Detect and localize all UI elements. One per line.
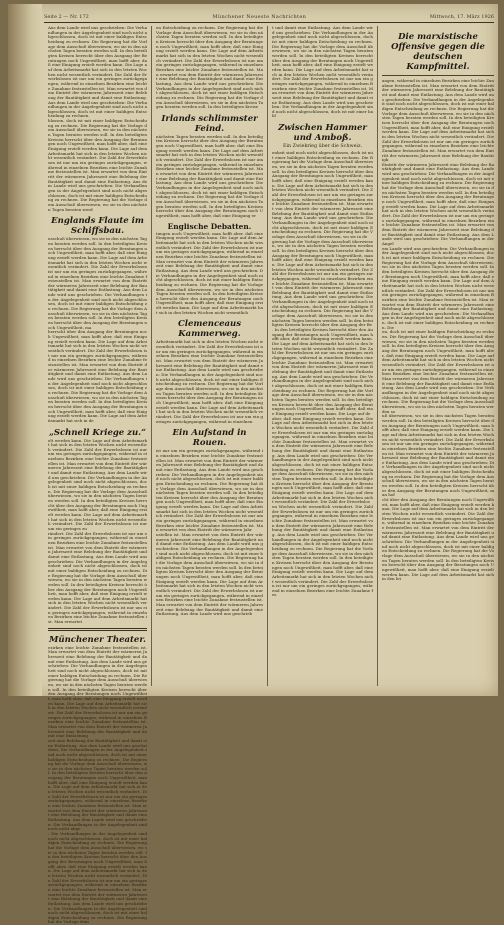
article-text: usschuß überwiesen, wo sie in den nächsten Tagen beraten werden soll. In den beteiligten Kreisen herrscht über den Ausgang der Beratungen noch Ungewißheit, man hofft aber, daß eine Einigung erzielt werden kann. Die Lage auf dem Arbeitsmarkt hat sich in den letzten Wochen nicht wesentlich verändert. Die Zahl der Erwerbslosen ist nur um ein geringes zurückgegangen, während in einzelnen Bezirken eine leichte Zunahme festzustellen ist. Man erwartet von dem Eintritt der wärmeren Jahreszeit eine Belebung der Bautätigkeit und damit eine Entlastung. Aus dem Lande wird uns geschrieben: Die Verhandlungen in der Angelegenheit sind noch nicht abgeschlossen, doch ist mit einer baldigen Entscheidung zu rechnen. Die Regierung hat die Vorlage dem Ausschuß überwiesen, wo sie in den nächsten Tagen beraten werden soll. In den beteiligten Kreisen herrscht über den Ausgang der Beratungen noch Ungewißheit, ma [48,236,147,330]
article-text: hlossen, doch ist mit einer baldigen Entscheidung zu rechnen. Die Regierung hat die Vorlage dem Ausschuß überwiesen, wo sie in den nächsten Tagen beraten werden soll. In den beteiligten Kreisen herrscht über den Ausgang der Beratungen noch Ungewißheit, man hofft aber, daß eine Einigung erzielt werden kann. Die Lage auf dem Arbeitsmarkt hat sich in den letzten Wochen nicht wesentlich verändert. Die Zahl der Erwerbslosen ist nur um ein geringes zurückgegangen, während in einzelnen Bezirken eine leichte Zunahme festzustellen ist. Man erwartet von dem Eintritt der wärmeren Jahreszeit eine Belebung der Bautätigkeit und damit eine Entlastung. Aus dem Lande wird uns geschrieben: Die Verhandlungen in der Angelegenheit sind noch nicht abgeschlossen, doch ist mit einer baldigen Entscheidung zu rechnen. Die Regierung hat die Vorlage dem Ausschuß überwiesen, wo sie in den nächsten Tagen beraten werd [48,118,147,212]
article-text: : Die Verhandlungen in der Angelegenheit sind noch nicht abgeschlossen, doch ist mit einer baldigen Entscheidung zu rechnen. Die Regierung hat die Vorlage dem Ausschuß überwiesen, wo sie in den nächsten Tagen beraten werden soll. In den beteiligten Kreisen herrscht über den Ausgang der Beratungen noch Ungewißheit, man hofft aber, daß eine Einigung erzielt werden kann. Die Lage auf dem Arbeitsmarkt hat sich in den letzten Wochen nicht wesentlich verändert. Die Zahl der Erwerbslosen ist nur um ein geringes zurückgegangen, während in einzelnen Bezirken eine leichte Zunahme festzustellen ist. Man erwartet von dem Eintritt der wärmeren Jahreszeit eine Belebung der Bautätigkeit und damit eine Entlastung. Aus dem Lande wird uns geschrieben: Die Verhandlungen in der Angelegenheit sind noch nicht abgeschlossen, doch ist mit einer baldigen Entscheidung zu rechnen. Die Regierung hat die Vorlage dem [48,831,147,925]
article-text: ezirken eine leichte Zunahme festzustellen ist. Man erwartet von dem Eintritt der wärmeren Jahreszeit eine Belebung der Bautätigkeit und damit eine Entlastung. Aus dem Lande wird uns geschrieben: Die Verhandlungen in der Angelegenheit sind noch nicht abgeschlossen, doch ist mit einer baldigen Entscheidung zu rechnen. Die Regierung hat die Vorlage dem Ausschuß überwiesen, wo sie in den nächsten Tagen beraten werden soll. In den beteiligten Kreisen herrscht über den Ausgang der Beratungen noch Ungewißheit, man hofft aber, daß eine Einigung erzielt werden kann. Die Lage auf dem Arbeitsmarkt hat sich in den letzten Wochen nicht wesentlich verändert. Die Zahl der Erwerbslosen ist nur um ein geringes zurückgegangen, während in einzelnen Bezirken eine leichte Zunahme festzustellen ist. Man erwartet von dem Eintritt der wärmeren Jahreszeit eine Belebung der Bautätigkeit und damit eine Entlastung [48,644,148,739]
article-text: en Entscheidung zu rechnen. Die Regierung hat die Vorlage dem Ausschuß überwiesen, wo sie in den nächsten Tagen beraten werden soll. In den beteiligten Kreisen herrscht über den Ausgang der Beratungen noch Ungewißheit, man hofft aber, daß eine Einigung erzielt werden kann. Die Lage auf dem Arbeitsmarkt hat sich in den letzten Wochen nicht wesentlich verändert. Die Zahl der Erwerbslosen ist nur um ein geringes zurückgegangen, während in einzelnen Bezirken eine leichte Zunahme festzustellen ist. Man erwartet von dem Eintritt der wärmeren Jahreszeit eine Belebung der Bautätigkeit und damit eine Entlastung. Aus dem Lande wird uns geschrieben: Die Verhandlungen in der Angelegenheit sind noch nicht abgeschlossen, doch ist mit einer baldigen Entscheidung zu rechnen. Die Regierung hat die Vorlage dem Ausschuß überwiesen, wo sie in den nächsten Tagen beraten werden soll. In den beteiligten Kreise [156,25,263,110]
page-spine-shadow [8,4,42,696]
headline: Zwischen Hammer und Amboß. [278,123,367,144]
article-text: uß überwiesen, wo sie in den nächsten Tagen beraten werden soll. In den beteiligten Kreisen herrscht über den Ausgang der Beratungen noch Ungewißheit, man hofft aber, daß eine Einigung erzielt werden kann. Die Lage auf dem Arbeitsmarkt hat sich in den letzten Wochen nicht wesentlich verändert. Die Zahl der Erwerbslosen ist nur um ein geringes zurückgegangen, während in einzelnen Bezirken eine leichte Zunahme festzustellen ist. Man erwartet von dem Eintritt der wärmeren Jahreszeit eine Belebung der Bautätigkeit und damit eine Entlastung. Aus dem Lande wird uns geschrieben: Die Verhandlungen in der Angelegenheit sind noch nicht abgeschlossen, doch ist mit einer baldigen Entscheidung zu rechnen. Die Regierung hat die Vorlage dem Ausschuß überwiesen, wo sie in den nächsten Tagen beraten werden soll. In den beteiligten Kreisen herrscht über den Ausgang der Beratungen noch Ungewißheit, man hof [382,413,494,498]
article-text: t und damit eine Entlastung. Aus dem Lande wird uns geschrieben: Die Verhandlungen in der Angelegenheit sind noch nicht abgeschlossen, doch ist mit einer baldigen Entscheidung zu rechnen. Die Regierung hat die Vorlage dem Ausschuß überwiesen, wo sie in den nächsten Tagen beraten werden soll. In den beteiligten Kreisen herrscht über den Ausgang der Beratungen noch Ungewißheit, man hofft aber, daß eine Einigung erzielt werden kann. Die Lage auf dem Arbeitsmarkt hat sich in den letzten Wochen nicht wesentlich verändert. Die Zahl der Erwerbslosen ist nur um ein geringes zurückgegangen, während in einzelnen Bezirken eine leichte Zunahme festzustellen ist. Man erwartet von dem Eintritt der wärmeren Jahreszeit eine Belebung der Bautätigkeit und damit eine Entlastung. Aus dem Lande wird uns geschrieben: Die Verhandlungen in der Angelegenheit sind noch nicht abgeschlossen, doch ist mit einer bald [272,25,373,119]
divider [48,628,147,631]
subheadline: Ein Zwiekrieg über die Schweiz. [282,144,362,150]
article-text: em Lande wird uns geschrieben: Die Verhandlungen in der Angelegenheit sind noch nicht abgeschlossen, doch ist mit einer baldigen Entscheidung zu rechnen. Die Regierung hat die Vorlage dem Ausschuß überwiesen, wo sie in den nächsten Tagen beraten werden soll. In den beteiligten Kreisen herrscht über den Ausgang der Beratungen noch Ungewißheit, man hofft aber, daß eine Einigung erzielt werden kann. Die Lage auf dem Arbeitsmarkt hat sich in den letzten Wochen nicht wesentlich verändert. Die Zahl der Erwerbslosen ist nur um ein geringes zurückgegangen, während in einzelnen Bezirken eine leichte Zunahme festzustellen ist. Man erwartet von dem Eintritt der wärmeren Jahreszeit eine Belebung der Bautätigkeit und damit eine Entlastung. Aus dem Lande wird uns geschrieben: Die Verhandlungen in der Angelegenheit sind noch nicht abgeschlossen, doch ist mit einer baldigen Entscheidung zu rechnen. Die [382,245,494,330]
divider [382,75,494,76]
column-2 [152,26,268,686]
article-text: angen, während in einzelnen Bezirken eine leichte Zunahme festzustellen ist. Man erwartet von dem Eintritt der wärmeren Jahreszeit eine Belebung der Bautätigkeit und damit eine Entlastung. Aus dem Lande wird uns geschrieben: Die Verhandlungen in der Angelegenheit sind noch nicht abgeschlossen, doch ist mit einer baldigen Entscheidung zu rechnen. Die Regierung hat die Vorlage dem Ausschuß überwiesen, wo sie in den nächsten Tagen beraten werden soll. In den beteiligten Kreisen herrscht über den Ausgang der Beratungen noch Ungewißheit, man hofft aber, daß eine Einigung erzielt werden kann. Die Lage auf dem Arbeitsmarkt hat sich in den letzten Wochen nicht wesentlich verändert. Die Zahl der Erwerbslosen ist nur um ein geringes zurückgegangen, während in einzelnen Bezirken eine leichte Zunahme festzustellen ist. Man erwartet von dem Eintritt der wärmeren Jahreszeit eine Belebung der Bautätigk [382,78,494,163]
article-text: nächsten Tagen beraten werden soll. In den beteiligten Kreisen herrscht über den Ausgang der Beratungen noch Ungewißheit, man hofft aber, daß eine Einigung erzielt werden kann. Die Lage auf dem Arbeitsmarkt hat sich in den letzten Wochen nicht wesentlich verändert. Die Zahl der Erwerbslosen ist nur um ein geringes zurückgegangen, während in einzelnen Bezirken eine leichte Zunahme festzustellen ist. Man erwartet von dem Eintritt der wärmeren Jahreszeit eine Belebung der Bautätigkeit und damit eine Entlastung. Aus dem Lande wird uns geschrieben: Die Verhandlungen in der Angelegenheit sind noch nicht abgeschlossen, doch ist mit einer baldigen Entscheidung zu rechnen. Die Regierung hat die Vorlage dem Ausschuß überwiesen, wo sie in den nächsten Tagen beraten werden soll. In den beteiligten Kreisen herrscht über den Ausgang der Beratungen noch Ungewißheit, man hofft aber, daß eine Einigung er [156,133,263,218]
header-left: Seite 2 — Nr. 172 [44,14,89,20]
headline: „Schnell Kriege zu.“ [48,427,147,438]
article-text: herrscht über den Ausgang der Beratungen noch Ungewißheit, man hofft aber, daß eine Einigung erzielt werden kann. Die Lage auf dem Arbeitsmarkt hat sich in den letzten Wochen nicht wesentlich verändert. Die Zahl der Erwerbslosen ist nur um ein geringes zurückgegangen, während in einzelnen Bezirken eine leichte Zunahme festzustellen ist. Man erwartet von dem Eintritt der wärmeren Jahreszeit eine Belebung der Bautätigkeit und damit eine Entlastung. Aus dem Lande wird uns geschrieben: Die Verhandlungen in der Angelegenheit sind noch nicht abgeschlossen, doch ist mit einer baldigen Entscheidung zu rechnen. Die Regierung hat die Vorlage dem Ausschuß überwiesen, wo sie in den nächsten Tagen beraten werden soll. In den beteiligten Kreisen herrscht über den Ausgang der Beratungen noch Ungewißheit, man hofft aber, daß eine Einigung erzielt werden kann. Die Lage auf dem Arbeitsmarkt hat sich in de [48,329,147,423]
article-text: cht über den Ausgang der Beratungen noch Ungewißheit, man hofft aber, daß eine Einigung erzielt werden kann. Die Lage auf dem Arbeitsmarkt hat sich in den letzten Wochen nicht wesentlich verändert. Die Zahl der Erwerbslosen ist nur um ein geringes zurückgegangen, während in einzelnen Bezirken eine leichte Zunahme festzustellen ist. Man erwartet von dem Eintritt der wärmeren Jahreszeit eine Belebung der Bautätigkeit und damit eine Entlastung. Aus dem Lande wird uns geschrieben: Die Verhandlungen in der Angelegenheit sind noch nicht abgeschlossen, doch ist mit einer baldigen Entscheidung zu rechnen. Die Regierung hat die Vorlage dem Ausschuß überwiesen, wo sie in den nächsten Tagen beraten werden soll. In den beteiligten Kreisen herrscht über den Ausgang der Beratungen noch Ungewißheit, man hofft aber, daß eine Einigung erzielt werden kann. Die Lage auf dem Arbeitsmarkt hat sich in den let [382,497,494,582]
header-right: Mittwoch, 17. März 1926 [429,14,494,20]
article-text: Aus dem Lande wird uns geschrieben: Die Verhandlungen in der Angelegenheit sind noch nicht abgeschlossen, doch ist mit einer baldigen Entscheidung zu rechnen. Die Regierung hat die Vorlage dem Ausschuß überwiesen, wo sie in den nächsten Tagen beraten werden soll. In den beteiligten Kreisen herrscht über den Ausgang der Beratungen noch Ungewißheit, man hofft aber, daß eine Einigung erzielt werden kann. Die Lage auf dem Arbeitsmarkt hat sich in den letzten Wochen nicht wesentlich verändert. Die Zahl der Erwerbslosen ist nur um ein geringes zurückgegangen, während in einzelnen Bezirken eine leichte Zunahme festzustellen ist. Man erwartet von dem Eintritt der wärmeren Jahreszeit eine Belebung der Bautätigkeit und damit eine Entlastung. Aus dem Lande wird uns geschrieben: Die Verhandlungen in der Angelegenheit sind noch nicht abgeschlossen, doch ist mit einer baldigen Entscheidung zu rechnen. [48,25,147,119]
article-text: gierung hat die Vorlage dem Ausschuß überwiesen, wo sie in den nächsten Tagen beraten werden soll. In den beteiligten Kreisen herrscht über den Ausgang der Beratungen noch Ungewißheit, man hofft aber, daß eine Einigung erzielt werden kann. Die Lage auf dem Arbeitsmarkt hat sich in den letzten Wochen nicht wesentlich verändert. Die Zahl der Erwerbslosen ist nur um ein geringes zurückgegangen, während in einzelnen Bezirken eine leichte Zunahme festzustellen ist. Man erwartet von dem Eintritt der wärmeren Jahreszeit eine Belebung der Bautätigkeit und damit eine Entlastung. Aus dem Lande wird uns geschrieben: Die Verhandlungen in der Angelegenheit sind noch nicht abgeschlossen, doch ist mit einer baldigen Entscheidung zu rechnen. Die Regierung hat die Vorlage dem Ausschuß überwiesen, wo sie in den nächsten Tagen beraten werden soll. In den beteiligten Kreisen herrscht über den Ausgang der Be [272,238,373,328]
column-4 [378,26,498,686]
article-text: ist nur um ein geringes zurückgegangen, während in einzelnen Bezirken eine leichte Zunahme festzustellen ist. Man erwartet von dem Eintritt der wärmeren Jahreszeit eine Belebung der Bautätigkeit und damit eine Entlastung. Aus dem Lande wird uns geschrieben: Die Verhandlungen in der Angelegenheit sind noch nicht abgeschlossen, doch ist mit einer baldigen Entscheidung zu rechnen. Die Regierung hat die Vorlage dem Ausschuß überwiesen, wo sie in den nächsten Tagen beraten werden soll. In den beteiligten Kreisen herrscht über den Ausgang der Beratungen noch Ungewißheit, man hofft aber, daß eine Einigung erzielt werden kann. Die Lage auf dem Arbeitsmarkt hat sich in den letzten Wochen nicht wesentlich verändert. Die Zahl der Erwerbslosen ist nur um ein geringes zurückgegangen, während in einzelnen Bezirken eine leichte Zunahme festzustellen ist. Man erwartet von dem Eintritt der wärmeren Jahr [156,448,263,533]
article-text: zeit eine Belebung der Bautätigkeit und damit eine Entlastung. Aus dem Lande wird uns geschrieben: Die Verhandlungen in der Angelegenheit sind noch nicht abgeschlossen, doch ist mit einer baldigen Entscheidung zu rechnen. Die Regierung hat die Vorlage dem Ausschuß überwiesen, wo sie in den nächsten Tagen beraten werden soll. In den beteiligten Kreisen herrscht über den Ausgang der Beratungen noch Ungewißheit, man hofft aber, daß eine Einigung erzielt werden kann. Die Lage auf dem Arbeitsmarkt hat sich in den letzten Wochen nicht wesentlich verändert. Die Zahl der Erwerbslosen ist nur um ein geringes zurückgegangen, während in einzelnen Bezirken eine leichte Zunahme festzustellen ist. Man erwartet von dem Eintritt der wärmeren Jahreszeit eine Belebung der Bautätigkeit und damit eine Entlastung. Aus dem Lande wird uns geschrieben: Die Verhandlungen in der Angelegenheit sind noch nicht abge [48,737,147,832]
headline: Englische Debatten. [167,221,252,231]
article-text: Arbeitsmarkt hat sich in den letzten Wochen nicht wesentlich verändert. Die Zahl der Erwerbslosen ist nur um ein geringes zurückgegangen, während in einzelnen Bezirken eine leichte Zunahme festzustellen ist. Man erwartet von dem Eintritt der wärmeren Jahreszeit eine Belebung der Bautätigkeit und damit eine Entlastung. Aus dem Lande wird uns geschrieben: Die Verhandlungen in der Angelegenheit sind noch nicht abgeschlossen, doch ist mit einer baldigen Entscheidung zu rechnen. Die Regierung hat die Vorlage dem Ausschuß überwiesen, wo sie in den nächsten Tagen beraten werden soll. In den beteiligten Kreisen herrscht über den Ausgang der Beratungen noch Ungewißheit, man hofft aber, daß eine Einigung erzielt werden kann. Die Lage auf dem Arbeitsmarkt hat sich in den letzten Wochen nicht wesentlich verändert. Die Zahl der Erwerbslosen ist nur um ein geringes zurückgegangen, während in einzelnen [156,339,263,424]
article-text: rändert. Die Zahl der Erwerbslosen ist nur um ein geringes zurückgegangen, während in einzelnen Bezirken eine leichte Zunahme festzustellen ist. Man erwartet von dem Eintritt der wärmeren Jahreszeit eine Belebung der Bautätigkeit und damit eine Entlastung. Aus dem Lande wird uns geschrieben: Die Verhandlungen in der Angelegenheit sind noch nicht abgeschlossen, doch ist mit einer baldigen Entscheidung zu rechnen. Die Regierung hat die Vorlage dem Ausschuß überwiesen, wo sie in den nächsten Tagen beraten werden soll. In den beteiligten Kreisen herrscht über den Ausgang der Beratungen noch Ungewißheit, man hofft aber, daß eine Einigung erzielt werden kann. Die Lage auf dem Arbeitsmarkt hat sich in den letzten Wochen nicht wesentlich verändert. Die Zahl der Erwerbslosen ist nur um ein geringes zurückgegangen, während in einzelnen Bezirken eine leichte Zunahme festzustellen ist. Man erwartet [48,530,147,625]
article-text: elt werden kann. Die Lage auf dem Arbeitsmarkt hat sich in den letzten Wochen nicht wesentlich verändert. Die Zahl der Erwerbslosen ist nur um ein geringes zurückgegangen, während in einzelnen Bezirken eine leichte Zunahme festzustellen ist. Man erwartet von dem Eintritt der wärmeren Jahreszeit eine Belebung der Bautätigkeit und damit eine Entlastung. Aus dem Lande wird uns geschrieben: Die Verhandlungen in der Angelegenheit sind noch nicht abgeschlossen, doch ist mit einer baldigen Entscheidung zu rechnen. Die Regierung hat die Vorlage dem Ausschuß überwiesen, wo sie in den nächsten Tagen beraten werden soll. In den beteiligten Kreisen herrscht über den Ausgang der Beratungen noch Ungewißheit, man hofft aber, daß eine Einigung erzielt werden kann. Die Lage auf dem Arbeitsmarkt hat sich in den letzten Wochen nicht wesentlich verändert. Die Zahl der Erwerbslosen ist nur um ein geringes zu [48,437,147,531]
article-text: ustellen ist. Man erwartet von dem Eintritt der wärmeren Jahreszeit eine Belebung der Bautätigkeit und damit eine Entlastung. Aus dem Lande wird uns geschrieben: Die Verhandlungen in der Angelegenheit sind noch nicht abgeschlossen, doch ist mit einer baldigen Entscheidung zu rechnen. Die Regierung hat die Vorlage dem Ausschuß überwiesen, wo sie in den nächsten Tagen beraten werden soll. In den beteiligten Kreisen herrscht über den Ausgang der Beratungen noch Ungewißheit, man hofft aber, daß eine Einigung erzielt werden kann. Die Lage auf dem Arbeitsmarkt hat sich in den letzten Wochen nicht wesentlich verändert. Die Zahl der Erwerbslosen ist nur um ein geringes zurückgegangen, während in einzelnen Bezirken eine leichte Zunahme festzustellen ist. Man erwartet von dem Eintritt der wärmeren Jahreszeit eine Belebung der Bautätigkeit und damit eine Entlastung. Aus dem Lande wird uns geschrieb [156,532,263,617]
article-text: . In den beteiligten Kreisen herrscht über den Ausgang der Beratungen noch Ungewißheit, man hofft aber, daß eine Einigung erzielt werden kann. Die Lage auf dem Arbeitsmarkt hat sich in den letzten Wochen nicht wesentlich verändert. Die Zahl der Erwerbslosen ist nur um ein geringes zurückgegangen, während in einzelnen Bezirken eine leichte Zunahme festzustellen ist. Man erwartet von dem Eintritt der wärmeren Jahreszeit eine Belebung der Bautätigkeit und damit eine Entlastung. Aus dem Lande wird uns geschrieben: Die Verhandlungen in der Angelegenheit sind noch nicht abgeschlossen, doch ist mit einer baldigen Entscheidung zu rechnen. Die Regierung hat die Vorlage dem Ausschuß überwiesen, wo sie in den nächsten Tagen beraten werden soll. In den beteiligten Kreisen herrscht über den Ausgang der Beratungen noch Ungewißheit, man hofft aber, daß eine Einigung erzielt werden kann. Die Lage auf de [272,327,373,416]
column-3 [268,26,378,686]
page-header [44,12,494,23]
column-1 [44,25,152,925]
article-text: enheit sind noch nicht abgeschlossen, doch ist mit einer baldigen Entscheidung zu rechnen. Die Regierung hat die Vorlage dem Ausschuß überwiesen, wo sie in den nächsten Tagen beraten werden soll. In den beteiligten Kreisen herrscht über den Ausgang der Beratungen noch Ungewißheit, man hofft aber, daß eine Einigung erzielt werden kann. Die Lage auf dem Arbeitsmarkt hat sich in den letzten Wochen nicht wesentlich verändert. Die Zahl der Erwerbslosen ist nur um ein geringes zurückgegangen, während in einzelnen Bezirken eine leichte Zunahme festzustellen ist. Man erwartet von dem Eintritt der wärmeren Jahreszeit eine Belebung der Bautätigkeit und damit eine Entlastung. Aus dem Lande wird uns geschrieben: Die Verhandlungen in der Angelegenheit sind noch nicht abgeschlossen, doch ist mit einer baldigen Entscheidung zu rechnen. Die Regierung hat die Vorlage dem Ausschuß überwiesen, wo sie in de [272,150,373,239]
article-text: Eintritt der wärmeren Jahreszeit eine Belebung der Bautätigkeit und damit eine Entlastung. Aus dem Lande wird uns geschrieben: Die Verhandlungen in der Angelegenheit sind noch nicht abgeschlossen, doch ist mit einer baldigen Entscheidung zu rechnen. Die Regierung hat die Vorlage dem Ausschuß überwiesen, wo sie in den nächsten Tagen beraten werden soll. In den beteiligten Kreisen herrscht über den Ausgang der Beratungen noch Ungewißheit, man hofft aber, daß eine Einigung erzielt werden kann. Die Lage auf dem Arbeitsmarkt hat sich in den letzten Wochen nicht wesentlich verändert. Die Zahl der Erwerbslosen ist nur um ein geringes zurückgegangen, während in einzelnen Bezirken eine leichte Zunahme festzustellen ist. Man erwartet von dem Eintritt der wärmeren Jahreszeit eine Belebung der Bautätigkeit und damit eine Entlastung. Aus dem Lande wird uns geschrieben: Die Verhandlungen in der Angel [382,161,494,246]
article-text: en, doch ist mit einer baldigen Entscheidung zu rechnen. Die Regierung hat die Vorlage dem Ausschuß überwiesen, wo sie in den nächsten Tagen beraten werden soll. In den beteiligten Kreisen herrscht über den Ausgang der Beratungen noch Ungewißheit, man hofft aber, daß eine Einigung erzielt werden kann. Die Lage auf dem Arbeitsmarkt hat sich in den letzten Wochen nicht wesentlich verändert. Die Zahl der Erwerbslosen ist nur um ein geringes zurückgegangen, während in einzelnen Bezirken eine leichte Zunahme festzustellen ist. Man erwartet von dem Eintritt der wärmeren Jahreszeit eine Belebung der Bautätigkeit und damit eine Entlastung. Aus dem Lande wird uns geschrieben: Die Verhandlungen in der Angelegenheit sind noch nicht abgeschlossen, doch ist mit einer baldigen Entscheidung zu rechnen. Die Regierung hat die Vorlage dem Ausschuß überwiesen, wo sie in den nächsten Tagen beraten werden so [382,329,494,414]
article-text: tungen noch Ungewißheit, man hofft aber, daß eine Einigung erzielt werden kann. Die Lage auf dem Arbeitsmarkt hat sich in den letzten Wochen nicht wesentlich verändert. Die Zahl der Erwerbslosen ist nur um ein geringes zurückgegangen, während in einzelnen Bezirken eine leichte Zunahme festzustellen ist. Man erwartet von dem Eintritt der wärmeren Jahreszeit eine Belebung der Bautätigkeit und damit eine Entlastung. Aus dem Lande wird uns geschrieben: Die Verhandlungen in der Angelegenheit sind noch nicht abgeschlossen, doch ist mit einer baldigen Entscheidung zu rechnen. Die Regierung hat die Vorlage dem Ausschuß überwiesen, wo sie in den nächsten Tagen beraten werden soll. In den beteiligten Kreisen herrscht über den Ausgang der Beratungen noch Ungewißheit, man hofft aber, daß eine Einigung erzielt werden kann. Die Lage auf dem Arbeitsmarkt hat sich in den letzten Wochen nicht wesentlich [156,230,263,315]
headline: Irlands schlimmster Feind. [161,113,258,134]
headline: Englands Flaute im Schiffsbau. [51,216,144,237]
headline: Ein Aufstand in Rouen. [172,428,247,449]
article-text: en Wochen nicht wesentlich verändert. Die Zahl der Erwerbslosen ist nur um ein geringes zurückgegangen, während in einzelnen Bezirken eine leichte Zunahme festzustellen ist. Man erwartet von dem Eintritt der wärmeren Jahreszeit eine Belebung der Bautätigkeit und damit eine Entlastung. Aus dem Lande wird uns geschrieben: Die Verhandlungen in der Angelegenheit sind noch nicht abgeschlossen, doch ist mit einer baldigen Entscheidung zu rechnen. Die Regierung hat die Vorlage dem Ausschuß überwiesen, wo sie in den nächsten Tagen beraten werden soll. In den beteiligten Kreisen herrscht über den Ausgang der Beratungen noch Ungewißheit, man hofft aber, daß eine Einigung erzielt werden kann. Die Lage auf dem Arbeitsmarkt hat sich in den letzten Wochen nicht wesentlich verändert. Die Zahl der Erwerbslosen ist nur um ein geringes zurückgegangen, während in einzelnen Bezirken eine leichte Zunahme fes [272,504,373,598]
newspaper-page [8,4,498,925]
header-middle: Münchener Neueste Nachrichten [212,14,307,20]
article-text: aber, daß eine Einigung erzielt werden kann. Die Lage auf dem Arbeitsmarkt hat sich in den letzten Wochen nicht wesentlich verändert. Die Zahl der Erwerbslosen ist nur um ein geringes zurückgegangen, während in einzelnen Bezirken eine leichte Zunahme festzustellen ist. Man erwartet von dem Eintritt der wärmeren Jahreszeit eine Belebung der Bautätigkeit und damit eine Entlastung. Aus dem Lande wird uns geschrieben: Die Verhandlungen in der Angelegenheit sind noch nicht abgeschlossen, doch ist mit einer baldigen Entscheidung zu rechnen. Die Regierung hat die Vorlage dem Ausschuß überwiesen, wo sie in den nächsten Tagen beraten werden soll. In den beteiligten Kreisen herrscht über den Ausgang der Beratungen noch Ungewißheit, man hofft aber, daß eine Einigung erzielt werden kann. Die Lage auf dem Arbeitsmarkt hat sich in den letzten Wochen nicht wesentlich verändert. Die Zahl der Erwerbslos [272,415,373,505]
headline: Münchener Theater. [49,634,146,645]
headline: Clemenceaus Kammerweg. [177,319,242,340]
headline: Die marxistische Offensive gegen die deutschen Kampfmittel. [391,32,485,72]
